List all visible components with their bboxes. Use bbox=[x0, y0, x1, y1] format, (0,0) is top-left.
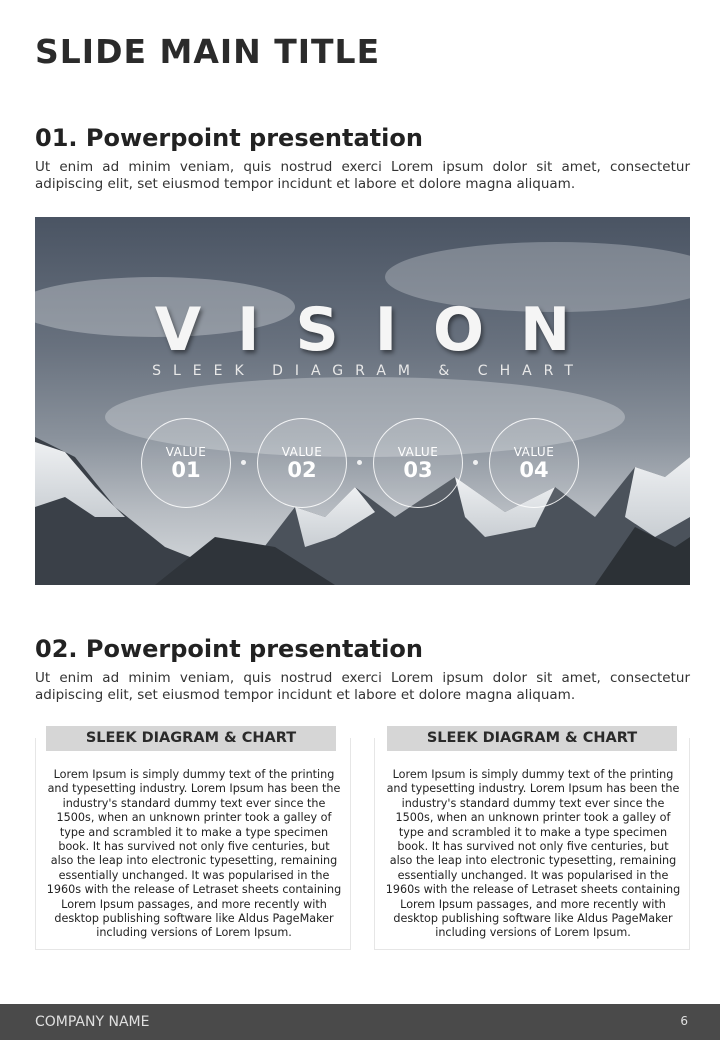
page-title: SLIDE MAIN TITLE bbox=[35, 32, 381, 71]
card-header-right: SLEEK DIAGRAM & CHART bbox=[387, 726, 677, 751]
value-circle-3 bbox=[373, 418, 463, 508]
section-2-heading: 02. Powerpoint presentation bbox=[35, 635, 423, 663]
value-number: 01 bbox=[171, 458, 201, 482]
section-1-text: Ut enim ad minim veniam, quis nostrud exerci Lorem ipsum dolor sit amet, consectetur adipiscing elit, set eiusmod tempor incidunt et labore et dolore magna aliquam. bbox=[35, 159, 690, 192]
vision-title: VISION bbox=[154, 295, 607, 365]
value-number: 04 bbox=[519, 458, 549, 482]
value-label: VALUE bbox=[397, 445, 439, 459]
page-footer bbox=[0, 1004, 720, 1040]
value-number: 03 bbox=[403, 458, 433, 482]
vision-hero-image bbox=[35, 217, 690, 585]
value-label: VALUE bbox=[281, 445, 323, 459]
page-number: 6 bbox=[680, 1014, 688, 1028]
value-label: VALUE bbox=[165, 445, 207, 459]
mountain-background bbox=[35, 217, 690, 585]
card-header-left: SLEEK DIAGRAM & CHART bbox=[46, 726, 336, 751]
value-circle-1 bbox=[141, 418, 231, 508]
card-body-text: Lorem Ipsum is simply dummy text of the printing and typesetting industry. Lorem Ipsum has been the industry's standard dummy text ever since the 1500s, when an unknown printer took a galley of type and scrambled it to make a type specimen book. It has survived not only five centuries, but also the leap into electronic typesetting, remaining essentially unchanged. It was popularised in the 1960s with the release of Letraset sheets containing Lorem Ipsum passages, and more recently with desktop publishing software like Aldus PageMaker including versions of Lorem Ipsum. bbox=[46, 768, 342, 940]
info-card-left bbox=[35, 738, 351, 950]
section-1-heading: 01. Powerpoint presentation bbox=[35, 124, 423, 152]
value-circle-2 bbox=[257, 418, 347, 508]
vision-subtitle: SLEEK DIAGRAM & CHART bbox=[152, 363, 585, 379]
value-label: VALUE bbox=[513, 445, 555, 459]
connector-dot bbox=[241, 460, 246, 465]
info-card-right bbox=[374, 738, 690, 950]
connector-dot bbox=[357, 460, 362, 465]
company-name: COMPANY NAME bbox=[35, 1014, 150, 1030]
section-2-text: Ut enim ad minim veniam, quis nostrud exerci Lorem ipsum dolor sit amet, consectetur adipiscing elit, set eiusmod tempor incidunt et labore et dolore magna aliquam. bbox=[35, 670, 690, 703]
value-number: 02 bbox=[287, 458, 317, 482]
card-body-text: Lorem Ipsum is simply dummy text of the printing and typesetting industry. Lorem Ipsum has been the industry's standard dummy text ever since the 1500s, when an unknown printer took a galley of type and scrambled it to make a type specimen book. It has survived not only five centuries, but also the leap into electronic typesetting, remaining essentially unchanged. It was popularised in the 1960s with the release of Letraset sheets containing Lorem Ipsum passages, and more recently with desktop publishing software like Aldus PageMaker including versions of Lorem Ipsum. bbox=[385, 768, 681, 940]
connector-dot bbox=[473, 460, 478, 465]
value-circle-4 bbox=[489, 418, 579, 508]
